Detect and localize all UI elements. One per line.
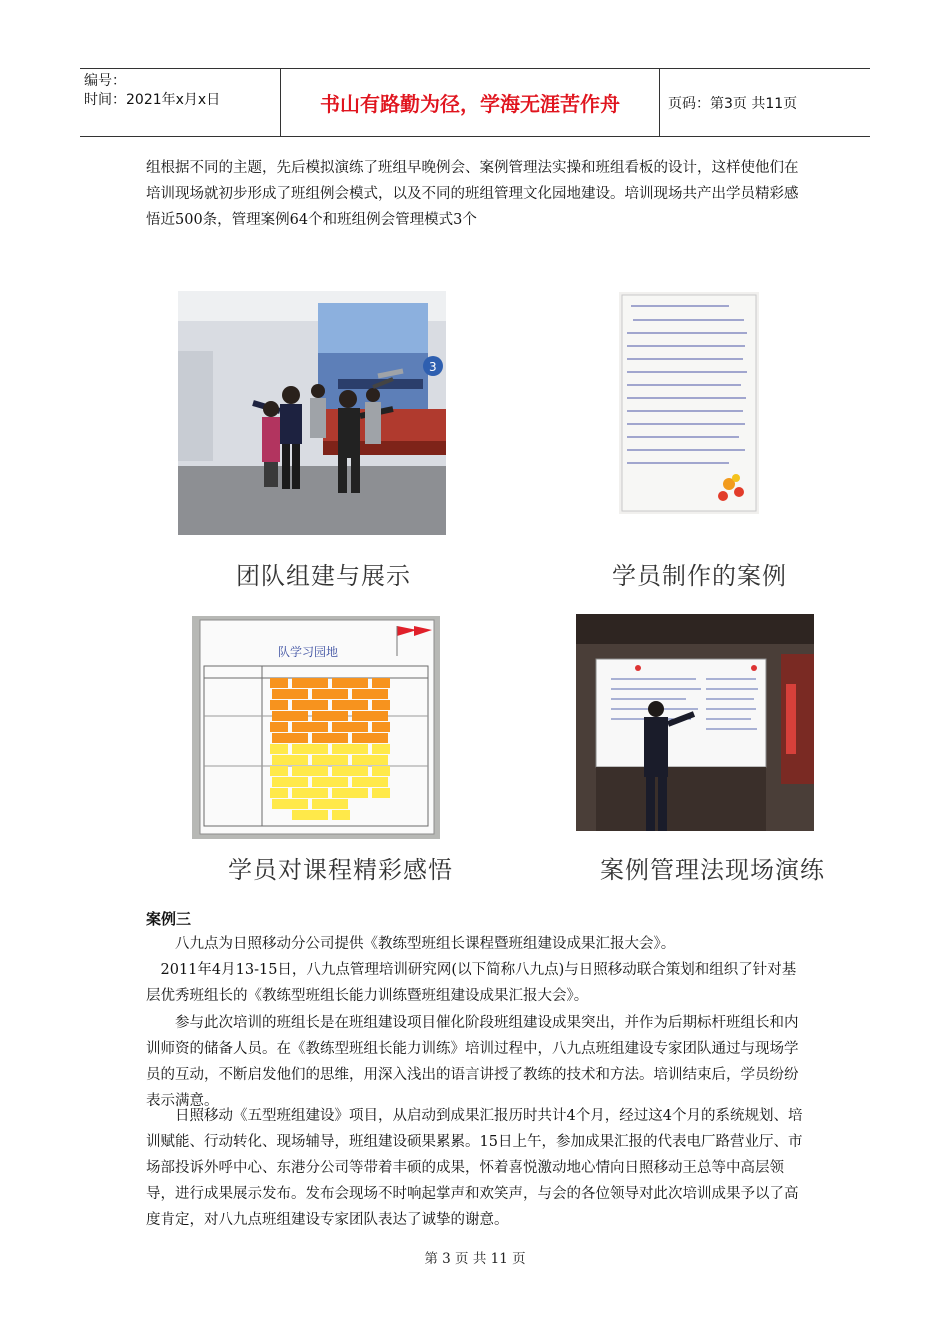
sticky-note bbox=[290, 733, 308, 743]
caption-student-case: 学员制作的案例 bbox=[612, 562, 787, 590]
page-footer: 第 3 页 共 11 页 bbox=[424, 1251, 526, 1267]
sticky-note bbox=[270, 678, 288, 688]
sticky-note bbox=[330, 689, 348, 699]
sticky-note bbox=[290, 689, 308, 699]
case-paragraph-4: 日照移动《五型班组建设》项目，从启动到成果汇报历时共计4个月，经过这4个月的系统规划、培训赋能、行动转化、现场辅导，班组建设硕果累累。15日上午，参加成果汇报的代表电厂路营业厅、市场部投诉外呼中心、东港分公司等带着丰硕的成果，怀着喜悦激动地心情向日照移动王总等中高层领导，进行成果展示发布。发布会现场不时响起掌声和欢笑声，与会的各位领导对此次培训成果予以了高度肯定，对八九点班组建设专家团队表达了诚挚的谢意。 bbox=[146, 1108, 803, 1228]
sticky-note bbox=[270, 766, 288, 776]
sticky-note bbox=[352, 777, 370, 787]
page-header bbox=[80, 68, 870, 137]
sticky-note bbox=[350, 700, 368, 710]
sticky-note bbox=[370, 777, 388, 787]
learning-board-graphic bbox=[192, 616, 440, 839]
caption-course-insights: 学员对课程精彩感悟 bbox=[228, 856, 453, 884]
sticky-note bbox=[312, 799, 330, 809]
sticky-note bbox=[270, 788, 288, 798]
sticky-note bbox=[352, 689, 370, 699]
sticky-note bbox=[370, 755, 388, 765]
sticky-note bbox=[310, 788, 328, 798]
sticky-note bbox=[290, 799, 308, 809]
sticky-note bbox=[290, 777, 308, 787]
document-number-label: 编号： bbox=[84, 73, 126, 89]
sticky-note bbox=[312, 711, 330, 721]
sticky-note bbox=[332, 744, 350, 754]
sticky-note bbox=[372, 744, 390, 754]
sticky-note bbox=[310, 766, 328, 776]
photo-learning-board bbox=[192, 616, 440, 839]
sticky-note bbox=[330, 799, 348, 809]
header-motto: 书山有路勤为径，学海无涯苦作舟 bbox=[280, 69, 660, 136]
sticky-note bbox=[312, 777, 330, 787]
sticky-note bbox=[272, 755, 290, 765]
sticky-note bbox=[332, 788, 350, 798]
sticky-note bbox=[272, 689, 290, 699]
sticky-note bbox=[332, 700, 350, 710]
sticky-note bbox=[332, 722, 350, 732]
sticky-note bbox=[352, 711, 370, 721]
header-meta bbox=[80, 69, 280, 136]
sticky-note bbox=[370, 689, 388, 699]
photo-student-case bbox=[619, 292, 759, 514]
sticky-note bbox=[290, 711, 308, 721]
case-paragraph-2: 2011年4月13-15日，八九点管理培训研究网(以下简称八九点)与日照移动联合策划和组织了针对基层优秀班组长的《教练型班组长能力训练暨班组建设成果汇报大会》。 bbox=[146, 962, 797, 1004]
sticky-note bbox=[372, 722, 390, 732]
case-heading: 案例三 bbox=[146, 910, 192, 928]
sticky-note bbox=[292, 788, 310, 798]
sticky-note bbox=[372, 700, 390, 710]
sticky-note bbox=[270, 744, 288, 754]
sticky-note bbox=[312, 755, 330, 765]
sticky-note bbox=[310, 810, 328, 820]
sticky-note bbox=[270, 700, 288, 710]
sticky-note bbox=[372, 678, 390, 688]
sticky-note bbox=[270, 722, 288, 732]
sticky-note bbox=[350, 788, 368, 798]
sticky-note bbox=[350, 678, 368, 688]
case-paragraph-1: 八九点为日照移动分公司提供《教练型班组长课程暨班组建设成果汇报大会》。 bbox=[146, 936, 676, 952]
sticky-note bbox=[312, 733, 330, 743]
case-paper-graphic bbox=[619, 292, 759, 514]
sticky-note bbox=[292, 678, 310, 688]
sticky-note bbox=[272, 711, 290, 721]
sticky-note bbox=[352, 755, 370, 765]
sticky-note bbox=[332, 810, 350, 820]
sticky-note bbox=[332, 678, 350, 688]
board-title: 队学习园地 bbox=[278, 645, 339, 659]
sticky-note bbox=[370, 733, 388, 743]
sticky-note bbox=[272, 777, 290, 787]
document-time-label: 时间：2021年x月x日 bbox=[84, 92, 221, 108]
sticky-note bbox=[330, 755, 348, 765]
sticky-note bbox=[312, 689, 330, 699]
case-demo-graphic bbox=[576, 614, 814, 831]
sticky-note bbox=[272, 799, 290, 809]
sticky-note bbox=[292, 744, 310, 754]
header-page-number: 页码：第3页 共11页 bbox=[668, 95, 798, 112]
sticky-note bbox=[350, 766, 368, 776]
sticky-note bbox=[292, 810, 310, 820]
sticky-note bbox=[290, 755, 308, 765]
sticky-note bbox=[330, 777, 348, 787]
sticky-note bbox=[352, 733, 370, 743]
sticky-note bbox=[350, 722, 368, 732]
sticky-note bbox=[330, 711, 348, 721]
sticky-note bbox=[372, 766, 390, 776]
sticky-note bbox=[332, 766, 350, 776]
sticky-note bbox=[310, 700, 328, 710]
sticky-note bbox=[310, 744, 328, 754]
banner-number: 3 bbox=[429, 360, 437, 374]
case-paragraph-3: 参与此次培训的班组长是在班组建设项目催化阶段班组建设成果突出，并作为后期标杆班组长和内训师资的储备人员。在《教练型班组长能力训练》培训过程中，八九点班组建设专家团队通过与现场学员的互动，不断启发他们的思维，用深入浅出的语言讲授了教练的技术和方法。培训结束后，学员纷纷表示满意。 bbox=[146, 1015, 799, 1109]
sticky-note bbox=[330, 733, 348, 743]
sticky-note bbox=[272, 733, 290, 743]
sticky-note bbox=[292, 700, 310, 710]
photo-case-demo bbox=[576, 614, 814, 831]
caption-case-demo: 案例管理法现场演练 bbox=[600, 856, 825, 884]
photo-team-building bbox=[178, 291, 446, 535]
intro-paragraph: 组根据不同的主题，先后模拟演练了班组早晚例会、案例管理法实操和班组看板的设计，这样使他们在培训现场就初步形成了班组例会模式，以及不同的班组管理文化园地建设。培训现场共产出学员精彩感悟近500条，管理案例64个和班组例会管理模式3个 bbox=[146, 160, 799, 228]
sticky-note bbox=[310, 722, 328, 732]
sticky-note bbox=[372, 788, 390, 798]
sticky-note bbox=[310, 678, 328, 688]
sticky-note bbox=[370, 711, 388, 721]
team-photo-graphic bbox=[178, 291, 446, 535]
sticky-note bbox=[292, 722, 310, 732]
caption-team-building: 团队组建与展示 bbox=[236, 562, 411, 590]
sticky-note bbox=[350, 744, 368, 754]
sticky-note bbox=[292, 766, 310, 776]
